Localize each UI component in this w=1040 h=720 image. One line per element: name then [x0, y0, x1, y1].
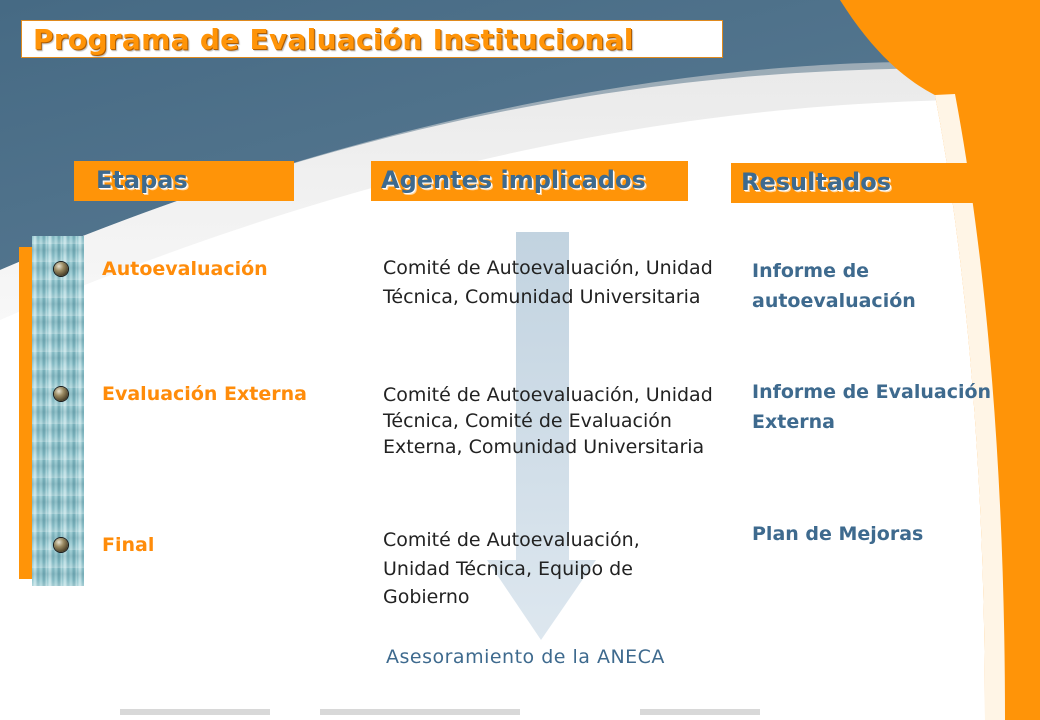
header-agents [371, 161, 688, 201]
bullet-icon [54, 538, 68, 552]
footer-caption: Asesoramiento de la ANECA [386, 646, 665, 668]
page-title: Programa de Evaluación Institucional [33, 23, 634, 56]
agents-text: Comité de Autoevaluación, Unidad Técnica, Equipo de Gobierno [383, 529, 640, 608]
result-text: Informe de autoevaluación [752, 260, 916, 313]
header-stages-label: Etapas [96, 166, 188, 194]
stage-label: Evaluación Externa [102, 383, 307, 405]
timeline-water-bar [32, 236, 84, 586]
result-text: Informe de Evaluación Externa [752, 381, 992, 434]
stage-label: Autoevaluación [102, 258, 268, 280]
bullet-icon [54, 262, 68, 276]
header-agents-label: Agentes implicados [381, 166, 646, 194]
agents-text: Comité de Autoevaluación, Unidad Técnica, Comité de Evaluación Externa, Comunidad Universitaria [383, 384, 713, 459]
result-text: Plan de Mejoras [752, 523, 924, 545]
title-box [21, 20, 723, 58]
stage-label: Final [102, 534, 155, 556]
header-results [731, 163, 997, 203]
agents-text: Comité de Autoevaluación, Unidad Técnica, Comunidad Universitaria [383, 257, 713, 308]
header-stages [74, 161, 294, 201]
header-results-label: Resultados [741, 168, 891, 196]
bullet-icon [54, 387, 68, 401]
timeline-orange-bar [19, 247, 32, 579]
